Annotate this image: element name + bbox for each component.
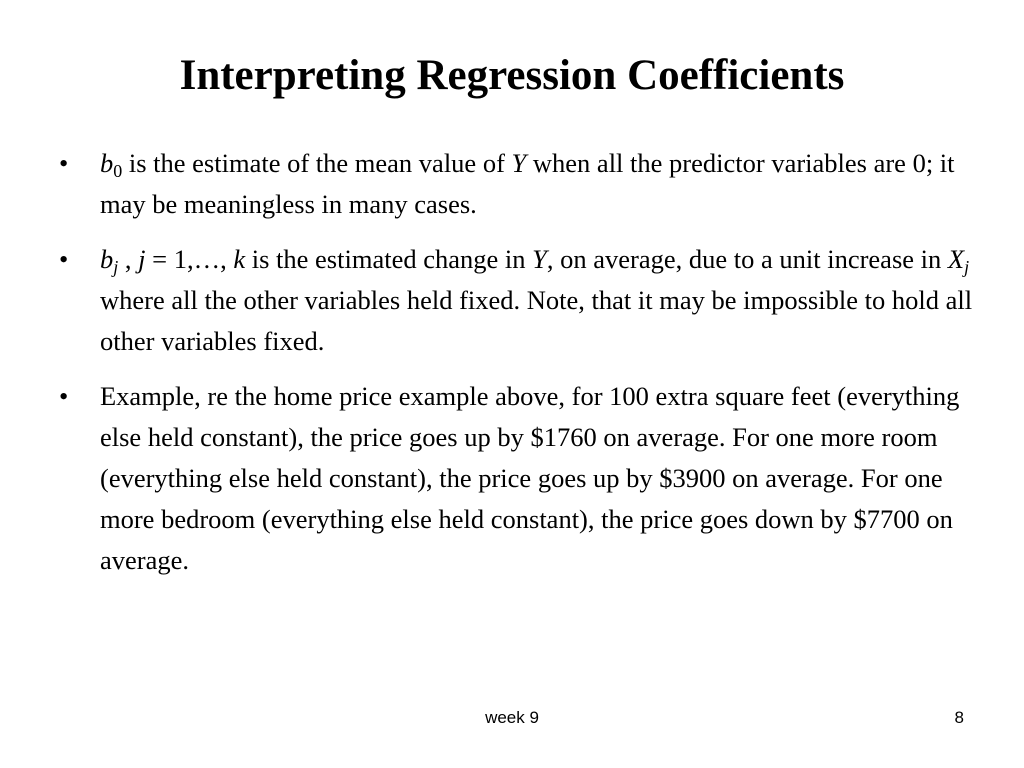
bullet-list — [59, 143, 979, 595]
bullet-text-segment: where all the other variables held fixed. Note, that it may be impossible to hold all other variables fixed. — [100, 285, 973, 356]
bullet-marker: • — [59, 244, 69, 274]
variable-y: Y — [532, 244, 547, 274]
bullet-item — [59, 239, 979, 362]
coef-bj-subscript: j — [113, 257, 119, 277]
coef-b0-subscript: 0 — [113, 161, 123, 181]
variable-x: X — [947, 244, 965, 274]
variable-k: k — [233, 244, 246, 274]
coef-b0: b — [100, 148, 114, 178]
bullet-item — [59, 376, 979, 581]
bullet-text-segment: is the estimated change in — [245, 244, 533, 274]
bullet-marker: • — [59, 148, 69, 178]
footer-week-label: week 9 — [485, 708, 539, 727]
bullet-text: Example, re the home price example above, for 100 extra square feet (everything else held constant), the price goes up by $1760 on average. For one more room (everything else held constant), the price goes up by $3900 on average. For one more bedroom (everything else held constant), the price goes down by $7700 on average. — [100, 381, 960, 575]
slide-title: Interpreting Regression Coefficients — [179, 52, 845, 99]
bullet-item — [59, 143, 979, 225]
bullet-text — [100, 148, 955, 219]
bullet-text — [100, 244, 972, 356]
page-number: 8 — [954, 708, 964, 727]
variable-x-subscript: j — [964, 257, 970, 277]
variable-y: Y — [511, 148, 527, 178]
bullet-text-segment: , on average, due to a unit increase in — [546, 244, 948, 274]
bullet-text-segment: , — [118, 244, 139, 274]
bullet-marker: • — [59, 381, 69, 411]
bullet-text-segment: is the estimate of the mean value of — [122, 148, 512, 178]
bullet-text-segment: = 1,…, — [145, 244, 234, 274]
variable-j: j — [138, 244, 146, 274]
coef-bj: b — [100, 244, 114, 274]
bullet-text-segment: when all the predictor variables are 0; it may be meaningless in many cases. — [100, 148, 955, 219]
